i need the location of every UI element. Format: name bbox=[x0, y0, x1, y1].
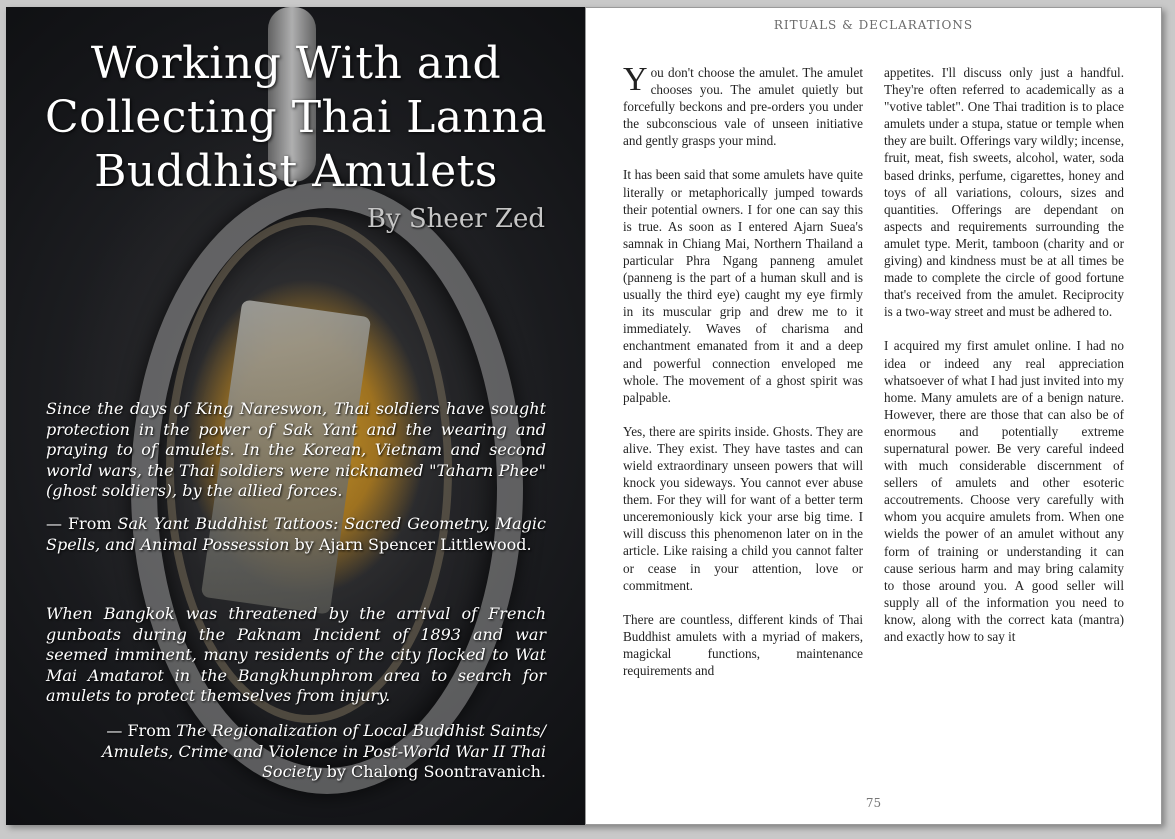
drop-cap: Y bbox=[623, 61, 648, 98]
text-column-left bbox=[623, 61, 863, 696]
source-prefix: — From bbox=[106, 721, 177, 740]
paragraph-text: ou don't choose the amulet. The amulet chooses you. The amulet quietly but forcefully beckons and pre-orders you under the subconscious vale of unseen initiative and gently grasps your mind. bbox=[623, 65, 863, 149]
paragraph: Yes, there are spirits inside. Ghosts. They are alive. They exist. They have tastes and can wield extraordinary unseen powers that will knock you sideways. You cannot ever abuse them. For they will for want of a better term unceremoniously kick your arse big time. I will discuss this phenomenon later on in the article. Like raising a child you cannot falter or cease in your attention, love or commitment. bbox=[623, 423, 863, 593]
epigraph-quote-2: When Bangkok was threatened by the arrival of French gunboats during the Paknam Incident of 1893 and war seemed imminent, many residents of the city flocked to Wat Mai Amatarot in the Bangkhunphrom area to search for amulets to protect themselves from injury. bbox=[46, 604, 546, 705]
page-number: 75 bbox=[865, 796, 882, 810]
epigraph-source-1 bbox=[46, 514, 546, 555]
paragraph: There are countless, different kinds of Thai Buddhist amulets with a myriad of makers, magickal functions, maintenance requirements and bbox=[623, 611, 863, 678]
source-prefix: — From bbox=[46, 514, 118, 533]
text-column-right bbox=[884, 64, 1124, 662]
paragraph: appetites. I'll discuss only just a handful. They're often referred to academically as a "votive tablet". One Thai tradition is to place amulets under a stupa, statue or temple when they are built. Offerings vary wildly; incense, fruit, meat, fish sweets, alcohol, water, soda based drinks, perfume, cigarettes, honey and toys of all variations, colours, sizes and quantities. Offerings are dependant on aspects and requirements surrounding the amulet type. Merit, tamboon (charity and or giving) and kindness must be at all times be made to complete the circle of good fortune that's received from the amulet. Reciprocity is a two-way street and must be adhered to. bbox=[884, 65, 1124, 320]
article-byline: By Sheer Zed bbox=[366, 204, 545, 234]
epigraph-quote-1: Since the days of King Nareswon, Thai soldiers have sought protection in the power of Sak Yant and the wearing and praying to of amulets. In the Korean, Vietnam and second world wars, the Thai soldiers were nicknamed "Taharn Phee" (ghost soldiers), by the allied forces. bbox=[46, 399, 546, 500]
source-author: by Chalong Soontravanich. bbox=[321, 762, 546, 781]
running-head: RITUALS & DECLARATIONS bbox=[773, 18, 974, 32]
article-title: Working With and Collecting Thai Lanna Buddhist Amulets bbox=[44, 38, 548, 197]
paragraph: I acquired my first amulet online. I had no idea or indeed any real appreciation whatsoever of what I had just invited into my home. Many amulets are of a benign nature. However, there are those that can also be of enormous and potentially extreme supernatural power. Be very careful indeed with much considerable discernment of sellers of amulets and other esoteric accoutrements. Choose very carefully with whom you acquire amulets from. When one wields the power of an amulet without any form of training or understanding it can cause serious harm and may bring calamity to those around you. A good seller will supply all of the information you need to know, along with the correct kata (mantra) and exactly how to say it bbox=[884, 338, 1124, 644]
paragraph: It has been said that some amulets have quite literally or metaphorically jumped towards their potential owners. I for one can say this is true. As soon as I entered Ajarn Suea's samnak in Chiang Mai, Northern Thailand a particular Phra Ngang panneng amulet (panneng is the part of a human skull and is usually the third eye) caught my eye firmly in its muscular grip and drew me to it immediately. Waves of charisma and enchantment emanated from it and a deep and powerful connection enveloped me whole. The movement of a ghost spirit was palpable. bbox=[623, 167, 863, 405]
magazine-spread bbox=[6, 7, 1162, 825]
source-title: Sak Yant Buddhist Tattoos: Sacred Geometry, Magic Spells, and Animal Possession bbox=[46, 514, 546, 554]
source-title: The Regionalization of Local Buddhist Saints/ Amulets, Crime and Violence in Post-World War II Thai Society bbox=[102, 721, 546, 781]
left-page-cover-image bbox=[6, 7, 585, 825]
epigraph-source-2 bbox=[76, 721, 546, 783]
right-page-article bbox=[585, 7, 1162, 825]
paragraph bbox=[623, 61, 863, 149]
source-author: by Ajarn Spencer Littlewood. bbox=[289, 534, 532, 554]
